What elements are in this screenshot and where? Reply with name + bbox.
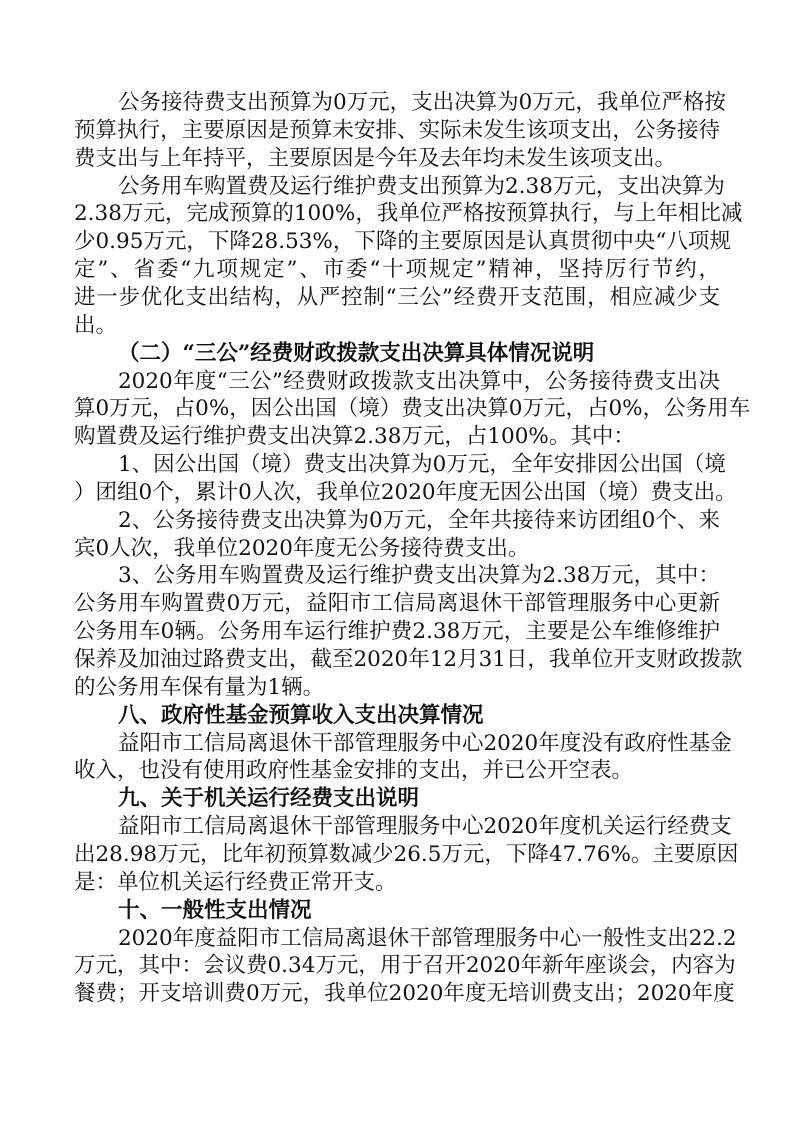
text-line: 出28.98万元，比年初预算数减少26.5万元，下降47.76%。主要原因	[74, 841, 739, 867]
text-line: 公务用车0辆。公务用车运行维护费2.38万元，主要是公车维修维护	[74, 619, 720, 645]
text-line: 进一步优化支出结构，从严控制“三公”经费开支范围，相应减少支	[74, 284, 720, 310]
text-line: 定”、省委“九项规定”、市委“十项规定”精神，坚持厉行节约，	[74, 257, 720, 283]
text-line: 购置费及运行维护费支出决算2.38万元，占100%。其中：	[74, 424, 635, 450]
text-line: 算0万元，占0%，因公出国（境）费支出决算0万元，占0%，公务用车	[74, 396, 751, 422]
text-line: 公务用车购置费及运行维护费支出预算为2.38万元，支出决算为	[118, 173, 725, 199]
text-line: 费支出与上年持平，主要原因是今年及去年均未发生该项支出。	[74, 145, 677, 171]
text-line: 益阳市工信局离退休干部管理服务中心2020年度机关运行经费支	[118, 814, 732, 840]
heading-text: 九、关于机关运行经费支出说明	[118, 786, 420, 812]
text-line: 少0.95万元，下降28.53%，下降的主要原因是认真贯彻中央“八项规	[74, 229, 731, 255]
text-line: 是：单位机关运行经费正常开支。	[74, 869, 397, 895]
text-line: 保养及加油过路费支出，截至2020年12月31日，我单位开支财政拨款	[74, 647, 743, 672]
text-line: 2020年度“三公”经费财政拨款支出决算中，公务接待费支出决	[118, 368, 720, 394]
text-line: ）团组0个，累计0人次，我单位2020年度无因公出国（境）费支出。	[74, 479, 737, 505]
text-line: 2.38万元，完成预算的100%，我单位严格按预算执行，与上年相比减	[74, 201, 743, 227]
text-line: 2020年度益阳市工信局离退休干部管理服务中心一般性支出22.2	[118, 925, 737, 951]
heading-text: （二）“三公”经费财政拨款支出决算具体情况说明	[118, 340, 595, 366]
heading-text: 十、一般性支出情况	[118, 897, 312, 923]
text-line: 1、因公出国（境）费支出决算为0万元，全年安排因公出国（境	[118, 452, 726, 478]
text-line: 3、公务用车购置费及运行维护费支出决算为2.38万元，其中：	[118, 563, 720, 589]
text-line: 宾0人次，我单位2020年度无公务接待费支出。	[74, 535, 530, 561]
text-line: 益阳市工信局离退休干部管理服务中心2020年度没有政府性基金	[118, 730, 732, 756]
text-line: 公务用车购置费0万元，益阳市工信局离退休干部管理服务中心更新	[74, 591, 720, 617]
text-line: 出。	[74, 312, 118, 338]
text-line: 餐费；开支培训费0万元，我单位2020年度无培训费支出；2020年度	[74, 981, 735, 1007]
text-line: 预算执行，主要原因是预算未安排、实际未发生该项支出，公务接待	[74, 117, 720, 143]
text-line: 2、公务接待费支出决算为0万元，全年共接待来访团组0个、来	[118, 507, 720, 533]
text-line: 收入，也没有使用政府性基金安排的支出，并已公开空表。	[74, 758, 634, 784]
heading-text: 八、政府性基金预算收入支出决算情况	[118, 702, 484, 728]
text-line: 的公务用车保有量为1辆。	[74, 674, 325, 700]
text-line: 公务接待费支出预算为0万元，支出决算为0万元，我单位严格按	[118, 90, 726, 115]
text-line: 万元，其中：会议费0.34万元，用于召开2020年新年座谈会，内容为	[74, 953, 736, 979]
